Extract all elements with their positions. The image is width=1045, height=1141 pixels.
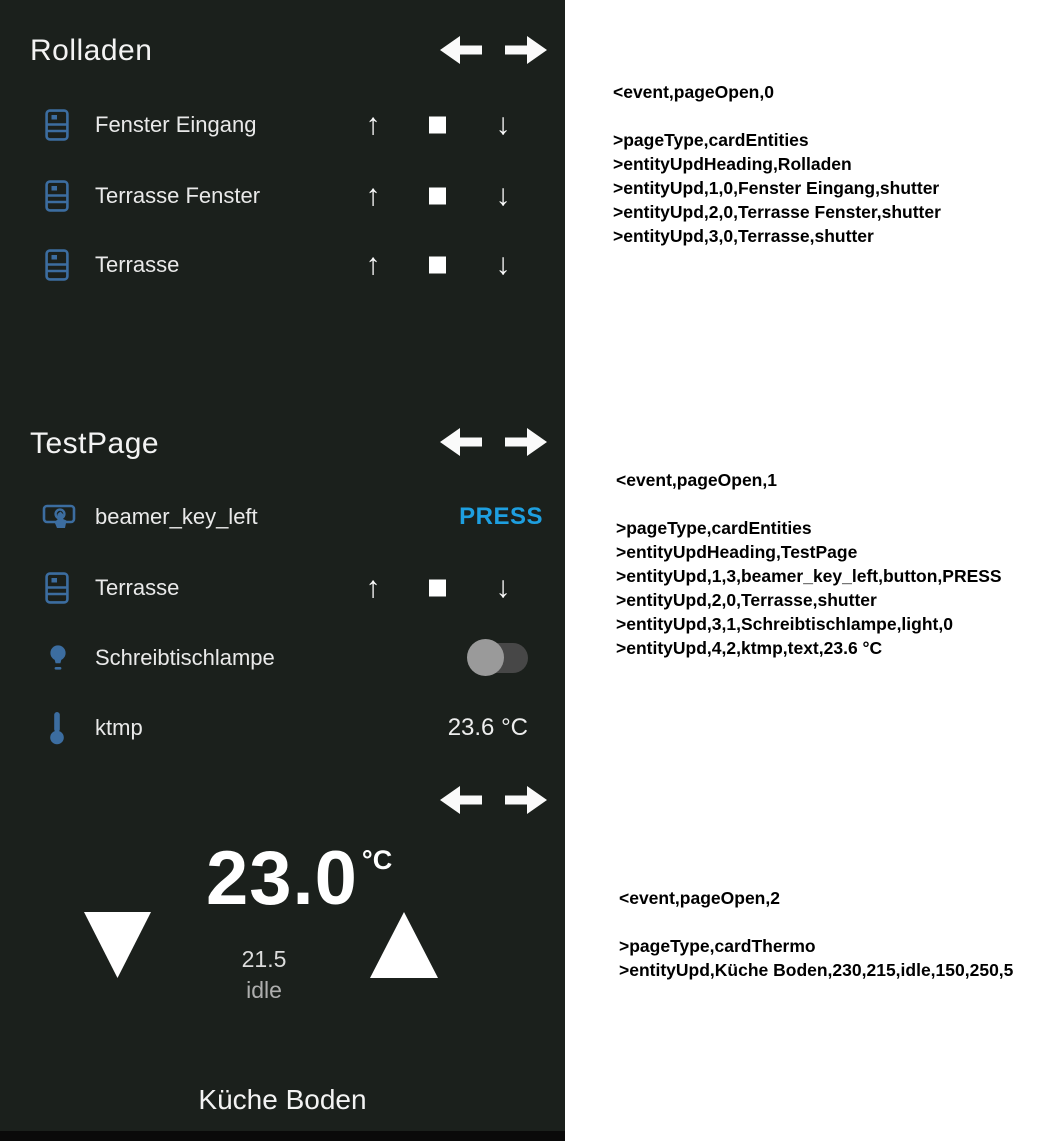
thermostat-name: Küche Boden bbox=[198, 1084, 367, 1115]
prev-page-arrow-icon[interactable] bbox=[440, 35, 482, 65]
tap-button-icon bbox=[42, 501, 76, 533]
shutter-down-icon[interactable]: ↓ bbox=[495, 179, 511, 212]
protocol-line: >entityUpd,3,0,Terrasse,shutter bbox=[613, 226, 874, 246]
light-toggle-off[interactable] bbox=[467, 639, 529, 677]
entity-row-schreibtischlampe bbox=[0, 633, 565, 683]
protocol-line: >pageType,cardEntities bbox=[616, 518, 812, 538]
entity-label: Terrasse bbox=[95, 575, 180, 600]
next-page-arrow-icon[interactable] bbox=[505, 785, 547, 815]
blank-line bbox=[613, 104, 941, 128]
entity-label: Schreibtischlampe bbox=[95, 645, 275, 670]
shutter-icon bbox=[45, 249, 69, 281]
entity-label: Terrasse Fenster bbox=[95, 183, 261, 208]
entity-label: ktmp bbox=[95, 715, 143, 740]
entity-row-ktmp bbox=[0, 703, 565, 753]
shutter-icon bbox=[45, 180, 69, 212]
protocol-line: >entityUpd,3,1,Schreibtischlampe,light,0 bbox=[616, 614, 953, 634]
protocol-line: >entityUpdHeading,TestPage bbox=[616, 542, 858, 562]
shutter-up-icon[interactable]: ↑ bbox=[365, 248, 381, 281]
protocol-block-page2 bbox=[619, 886, 1013, 982]
prev-page-arrow-icon[interactable] bbox=[440, 427, 482, 457]
current-temperature-value: 23.0 bbox=[206, 836, 358, 921]
shutter-up-icon[interactable]: ↑ bbox=[365, 108, 381, 141]
temp-up-button[interactable] bbox=[368, 910, 440, 980]
protocol-block-page1 bbox=[616, 468, 1002, 660]
page-title-testpage: TestPage bbox=[30, 427, 160, 460]
protocol-line: >entityUpdHeading,Rolladen bbox=[613, 154, 852, 174]
entity-label: Fenster Eingang bbox=[95, 112, 257, 137]
protocol-block-page0 bbox=[613, 80, 941, 248]
thermometer-icon bbox=[47, 710, 67, 746]
protocol-line: >entityUpd,Küche Boden,230,215,idle,150,250,5 bbox=[619, 960, 1014, 980]
panel-bottom-edge bbox=[0, 1131, 565, 1141]
protocol-line: >entityUpd,4,2,ktmp,text,23.6 °C bbox=[616, 638, 883, 658]
shutter-stop-icon[interactable] bbox=[429, 257, 446, 274]
prev-page-arrow-icon[interactable] bbox=[440, 785, 482, 815]
protocol-line: >entityUpd,1,3,beamer_key_left,button,PRESS bbox=[616, 566, 1002, 586]
protocol-line: >entityUpd,2,0,Terrasse,shutter bbox=[616, 590, 877, 610]
entity-row-terrasse-2 bbox=[0, 563, 565, 613]
entity-label: beamer_key_left bbox=[95, 504, 258, 529]
entity-row-beamer-key-left bbox=[0, 492, 565, 542]
shutter-stop-icon[interactable] bbox=[429, 580, 446, 597]
shutter-down-icon[interactable]: ↓ bbox=[495, 108, 511, 141]
temp-down-button[interactable] bbox=[82, 910, 153, 980]
page-title-rolladen: Rolladen bbox=[30, 34, 153, 67]
entity-label: Terrasse bbox=[95, 252, 180, 277]
temperature-unit: °C bbox=[361, 845, 393, 875]
sensor-value: 23.6 °C bbox=[447, 714, 528, 741]
shutter-icon bbox=[45, 572, 69, 604]
protocol-line: >entityUpd,2,0,Terrasse Fenster,shutter bbox=[613, 202, 941, 222]
blank-line bbox=[619, 910, 1013, 934]
toggle-knob bbox=[467, 639, 504, 676]
shutter-stop-icon[interactable] bbox=[429, 117, 446, 134]
shutter-stop-icon[interactable] bbox=[429, 188, 446, 205]
shutter-icon bbox=[45, 109, 69, 141]
next-page-arrow-icon[interactable] bbox=[505, 427, 547, 457]
entity-row-terrasse-fenster bbox=[0, 171, 565, 221]
protocol-event-line: <event,pageOpen,1 bbox=[616, 470, 777, 490]
protocol-event-line: <event,pageOpen,2 bbox=[619, 888, 780, 908]
shutter-down-icon[interactable]: ↓ bbox=[495, 571, 511, 604]
protocol-line: >pageType,cardThermo bbox=[619, 936, 816, 956]
protocol-line: >entityUpd,1,0,Fenster Eingang,shutter bbox=[613, 178, 940, 198]
current-temperature bbox=[206, 836, 393, 921]
shutter-up-icon[interactable]: ↑ bbox=[365, 179, 381, 212]
protocol-line: >pageType,cardEntities bbox=[613, 130, 809, 150]
hvac-state: idle bbox=[246, 977, 282, 1003]
target-temperature: 21.5 bbox=[241, 946, 287, 972]
shutter-down-icon[interactable]: ↓ bbox=[495, 248, 511, 281]
shutter-up-icon[interactable]: ↑ bbox=[365, 571, 381, 604]
press-button[interactable]: PRESS bbox=[459, 503, 543, 530]
protocol-event-line: <event,pageOpen,0 bbox=[613, 82, 774, 102]
next-page-arrow-icon[interactable] bbox=[505, 35, 547, 65]
blank-line bbox=[616, 492, 1002, 516]
entity-row-terrasse bbox=[0, 240, 565, 290]
lightbulb-icon bbox=[45, 643, 71, 673]
entity-row-fenster-eingang bbox=[0, 100, 565, 150]
